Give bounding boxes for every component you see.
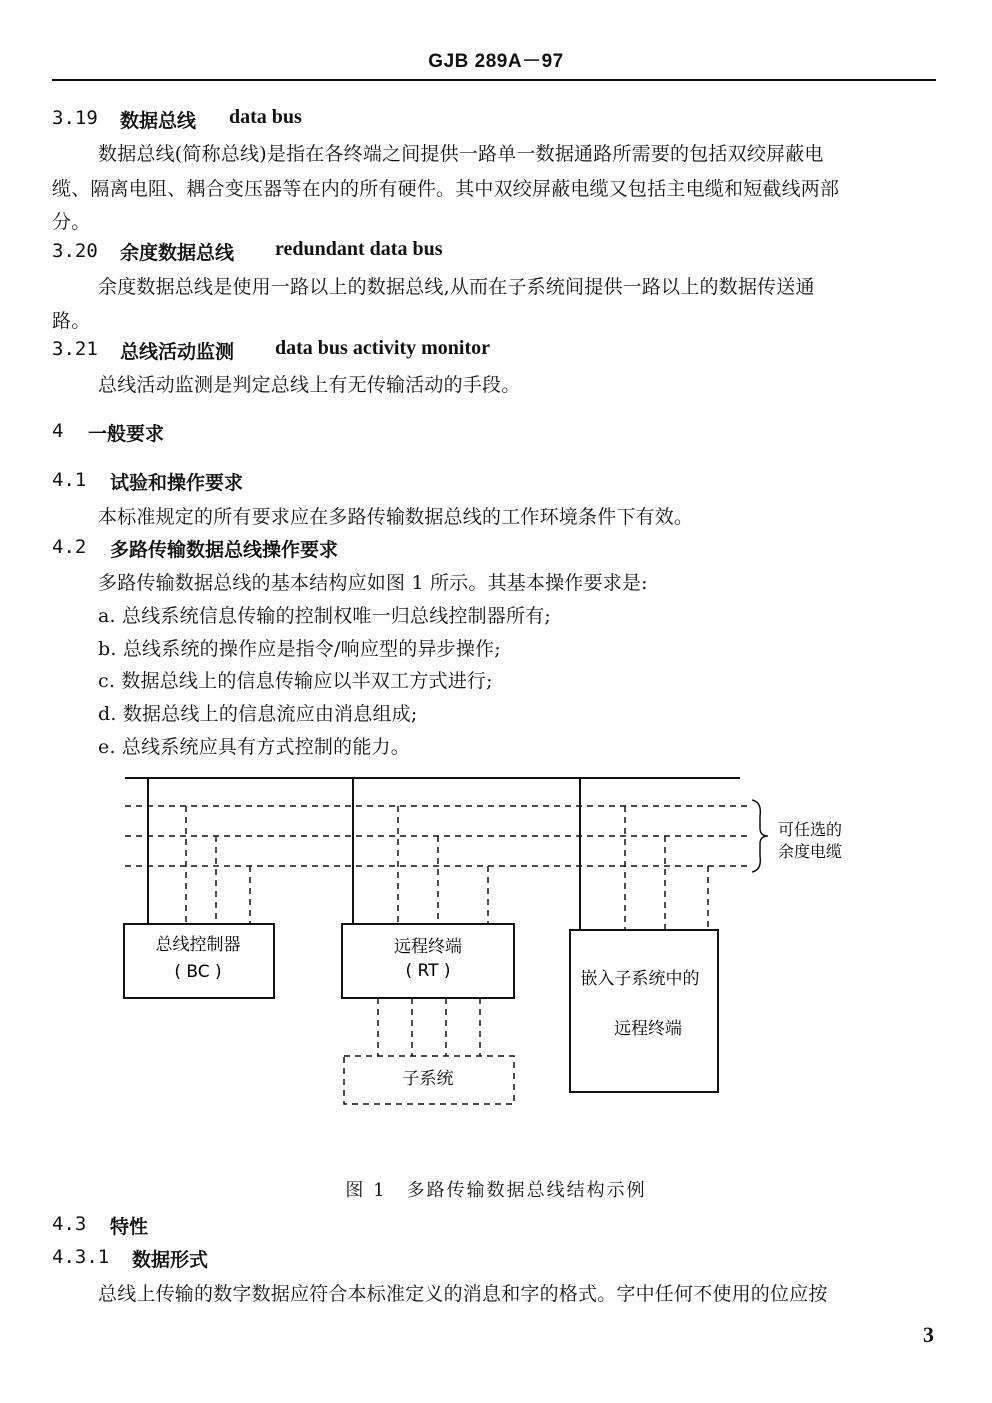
subsystem-label: 子系统 (402, 1069, 454, 1089)
list-item: d. 数据总线上的信息流应由消息组成; (98, 703, 418, 725)
section-title: 一般要求 (88, 423, 165, 445)
embedded-remote-terminal-box (570, 930, 718, 1092)
section-title: 总线活动监测 (120, 341, 235, 363)
paragraph-line: 总线活动监测是判定总线上有无传输活动的手段。 (98, 374, 521, 396)
embedded-rt-label-2: 远程终端 (614, 1019, 682, 1039)
section-number: 4.1 (52, 469, 87, 491)
list-item: e. 总线系统应具有方式控制的能力。 (98, 736, 410, 758)
paragraph-line: 分。 (52, 211, 91, 233)
paragraph-line: 缆、隔离电阻、耦合变压器等在内的所有硬件。其中双绞屏蔽电缆又包括主电缆和短截线两部 (52, 178, 840, 200)
section-number: 4.3.1 (52, 1246, 110, 1268)
section-title-english: redundant data bus (275, 238, 443, 260)
list-item: a. 总线系统信息传输的控制权唯一归总线控制器所有; (98, 605, 552, 627)
section-number: 4.3 (52, 1213, 87, 1235)
section-title: 多路传输数据总线操作要求 (110, 539, 339, 561)
section-number: 4 (52, 420, 64, 442)
paragraph-line: 路。 (52, 310, 91, 332)
section-title: 数据形式 (132, 1249, 209, 1271)
figure-caption: 图 1 多路传输数据总线结构示例 (345, 1180, 647, 1201)
paragraph-line: 数据总线(简称总线)是指在各终端之间提供一路单一数据通路所需要的包括双绞屏蔽电 (98, 143, 824, 165)
embedded-rt-label-1: 嵌入子系统中的 (580, 969, 700, 989)
optional-cable-label-2: 余度电缆 (778, 842, 843, 861)
brace-icon (752, 800, 768, 872)
paragraph-line: 总线上传输的数字数据应符合本标准定义的消息和字的格式。字中任何不使用的位应按 (98, 1283, 828, 1305)
bus-structure-diagram (0, 760, 992, 1160)
section-title-english: data bus activity monitor (275, 337, 490, 359)
section-title: 特性 (110, 1216, 149, 1238)
section-number: 3.21 (52, 338, 98, 360)
document-code-header: GJB 289A－97 (428, 51, 564, 72)
paragraph-line: 本标准规定的所有要求应在多路传输数据总线的工作环境条件下有效。 (98, 506, 694, 528)
rt-label: 远程终端 (394, 937, 462, 957)
section-number: 3.19 (52, 107, 98, 129)
rt-abbr: ( RT ) (405, 961, 451, 981)
section-title: 试验和操作要求 (110, 472, 244, 494)
list-item: c. 数据总线上的信息传输应以半双工方式进行; (98, 670, 493, 692)
list-item: b. 总线系统的操作应是指令/响应型的异步操作; (98, 638, 501, 660)
page-number: 3 (923, 1322, 934, 1347)
paragraph-line: 余度数据总线是使用一路以上的数据总线,从而在子系统间提供一路以上的数据传送通 (98, 276, 815, 298)
section-title: 数据总线 (120, 110, 197, 132)
section-title: 余度数据总线 (120, 242, 235, 264)
section-number: 4.2 (52, 536, 87, 558)
bc-abbr: ( BC ) (174, 962, 222, 982)
bc-label: 总线控制器 (155, 935, 241, 955)
section-number: 3.20 (52, 240, 98, 262)
section-title-english: data bus (229, 106, 302, 128)
paragraph-line: 多路传输数据总线的基本结构应如图 1 所示。其基本操作要求是: (98, 572, 648, 594)
optional-cable-label-1: 可任选的 (778, 820, 843, 839)
header-rule (52, 79, 936, 81)
